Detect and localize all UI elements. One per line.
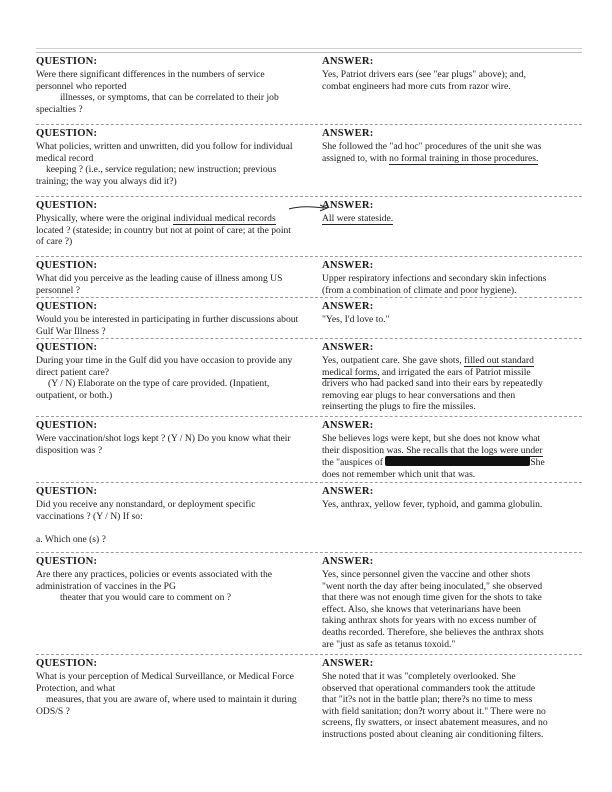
question-text <box>36 355 316 401</box>
question-cell <box>36 56 316 115</box>
question-line <box>36 213 316 225</box>
question-line: During your time in the Gulf did you have occasion to provide any <box>36 355 293 366</box>
answer-cell <box>322 128 584 164</box>
answer-cell <box>322 301 584 326</box>
answer-line: She followed the "ad hoc" procedures of the unit she was <box>322 141 542 152</box>
question-text <box>36 671 316 717</box>
question-line: measures, that you are aware of, where used to maintain it during <box>46 694 297 706</box>
qa-row-4 <box>36 256 582 295</box>
question-line: What did you perceive as the leading cause of illness among US <box>36 273 283 284</box>
answer-line: She noted that it was "completely overlooked. She <box>322 671 516 682</box>
question-heading: QUESTION: <box>36 342 98 353</box>
question-heading: QUESTION: <box>36 658 98 669</box>
answer-text <box>322 433 584 480</box>
underlined-phrase: She recalls that the logs were under <box>406 444 543 456</box>
question-line: What policies, written and unwritten, did you follow for individual <box>36 141 293 152</box>
redaction-bar <box>385 456 530 466</box>
answer-line: are "just as safe as tetanus toxoid." <box>322 638 456 650</box>
answer-fragment: and irrigated the ears of Patriot missile <box>381 366 531 378</box>
question-line: (Y / N) Elaborate on the type of care provided. (Inpatient, <box>48 378 270 390</box>
question-line: personnel ? <box>36 284 80 296</box>
question-text <box>36 569 316 604</box>
answer-text <box>322 273 584 296</box>
question-heading: QUESTION: <box>36 556 98 567</box>
qa-row-5 <box>36 297 582 336</box>
question-line: Protection, and what <box>36 682 116 694</box>
question-line: medical record <box>36 152 94 164</box>
answer-line <box>322 355 584 367</box>
question-cell <box>36 658 316 717</box>
question-heading: QUESTION: <box>36 486 98 497</box>
answer-line <box>322 153 584 165</box>
question-line: specialties ? <box>36 103 83 115</box>
question-line: a. Which one (s) ? <box>36 534 106 546</box>
answer-cell <box>322 342 584 413</box>
underlined-phrase: individual medical records <box>173 213 276 224</box>
answer-line: deaths recorded. Therefore, she believes the anthrax shots <box>322 626 544 638</box>
question-line: outpatient, or both.) <box>36 389 113 401</box>
question-heading: QUESTION: <box>36 200 98 211</box>
question-line: of care ?) <box>36 236 73 248</box>
answer-line: that there was not enough time given for the shots to take <box>322 592 542 604</box>
answer-text <box>322 355 584 413</box>
question-text <box>36 433 316 456</box>
answer-text <box>322 569 584 650</box>
answer-cell <box>322 56 584 92</box>
answer-line: that "it?s not in the battle plan; there?s no time to mess <box>322 694 533 706</box>
answer-text <box>322 69 584 92</box>
answer-line <box>322 445 584 457</box>
answer-heading: ANSWER: <box>322 420 374 431</box>
question-text <box>36 213 316 248</box>
answer-fragment: assigned to, with <box>322 152 387 164</box>
answer-line: Upper respiratory infections and secondary skin infections <box>322 273 547 284</box>
question-heading: QUESTION: <box>36 260 98 271</box>
answer-line: She believes logs were kept, but she does not know what <box>322 433 541 444</box>
answer-heading: ANSWER: <box>322 260 374 271</box>
answer-heading: ANSWER: <box>322 556 374 567</box>
question-line: Would you be interested in participating in further discussions about <box>36 314 299 325</box>
qa-row-2 <box>36 124 582 193</box>
answer-fragment: Yes, outpatient care. She gave shots, <box>322 355 462 366</box>
question-line: disposition was ? <box>36 444 103 456</box>
qa-row-3 <box>36 196 582 253</box>
answer-heading: ANSWER: <box>322 342 374 353</box>
question-cell <box>36 556 316 604</box>
answer-fragment: the "auspices of <box>322 457 383 469</box>
question-line: administration of vaccines in the PG <box>36 580 176 592</box>
answer-line: effect. Also, she knows that veterinarians have been <box>322 603 521 615</box>
question-text <box>36 314 316 337</box>
question-text <box>36 69 316 115</box>
question-cell <box>36 486 316 546</box>
question-line: What is your perception of Medical Surveillance, or Medical Force <box>36 671 294 682</box>
question-line: ODS/S ? <box>36 705 70 717</box>
qa-row-9 <box>36 552 582 649</box>
answer-line <box>322 213 584 225</box>
question-text <box>36 141 316 187</box>
question-text <box>36 273 316 296</box>
answer-line: observed that operational commanders took the attitude <box>322 682 536 694</box>
answer-line: does not remember which unit that was. <box>322 468 476 480</box>
underlined-phrase: medical forms, <box>322 366 380 378</box>
answer-line <box>322 456 584 469</box>
answer-line <box>322 367 584 379</box>
answer-text <box>322 499 584 511</box>
answer-heading: ANSWER: <box>322 56 374 67</box>
qa-row-10 <box>36 654 582 755</box>
answer-line: with field sanitation; don?t worry about it." There were no <box>322 705 546 717</box>
question-line: Did you receive any nonstandard, or deployment specific <box>36 499 256 510</box>
question-cell <box>36 260 316 296</box>
question-line: vaccinations ? (Y / N) If so: <box>36 510 143 522</box>
answer-line: reinserting the plugs to fire the missiles. <box>322 401 476 413</box>
question-line: illnesses, or symptoms, that can be correlated to their job <box>60 92 279 104</box>
answer-line: "Yes, I'd love to." <box>322 314 390 325</box>
answer-line: Yes, Patriot drivers ears (see "ear plugs" above); and, <box>322 69 527 80</box>
answer-line: Yes, since personnel given the vaccine and other shots <box>322 569 531 580</box>
answer-line: Yes, anthrax, yellow fever, typhoid, and gamma globulin. <box>322 499 543 510</box>
answer-heading: ANSWER: <box>322 486 374 497</box>
qa-row-1 <box>36 52 582 121</box>
question-cell <box>36 342 316 401</box>
top-rule <box>36 48 582 49</box>
answer-text <box>322 141 584 164</box>
question-text <box>36 499 316 546</box>
question-line: personnel who reported <box>36 80 127 92</box>
underlined-phrase: no formal training in those procedures. <box>389 152 539 164</box>
answer-cell <box>322 556 584 650</box>
question-cell <box>36 301 316 337</box>
answer-text <box>322 314 584 326</box>
question-heading: QUESTION: <box>36 56 98 67</box>
answer-line: "went north the day after being inoculated," she observed <box>322 580 543 592</box>
qa-row-6 <box>36 338 582 413</box>
answer-fragment: She <box>530 457 545 469</box>
question-line: training; the way you always did it?) <box>36 175 177 187</box>
question-line: Were there significant differences in the numbers of service <box>36 69 265 80</box>
answer-fragment: their disposition was. <box>322 444 404 456</box>
question-cell <box>36 200 316 248</box>
answer-cell <box>322 658 584 741</box>
underlined-phrase: filled out standard <box>464 355 534 366</box>
answer-heading: ANSWER: <box>322 200 374 211</box>
answer-line: removing ear plugs to hear conversations and then <box>322 389 516 401</box>
question-line: direct patient care? <box>36 366 109 378</box>
qa-row-8 <box>36 482 582 553</box>
question-cell <box>36 420 316 456</box>
underlined-phrase: All were stateside. <box>322 213 394 224</box>
question-heading: QUESTION: <box>36 420 98 431</box>
answer-heading: ANSWER: <box>322 301 374 312</box>
question-heading: QUESTION: <box>36 301 98 312</box>
answer-cell <box>322 260 584 296</box>
answer-line: combat engineers had more cuts from razor wire. <box>322 80 511 92</box>
answer-line: drivers who had packed sand into their ears by repeatedly <box>322 378 543 390</box>
answer-heading: ANSWER: <box>322 128 374 139</box>
answer-cell <box>322 486 584 511</box>
answer-cell <box>322 200 584 225</box>
answer-text <box>322 671 584 741</box>
answer-line: (from a combination of climate and poor hygiene). <box>322 284 517 296</box>
answer-cell <box>322 420 584 480</box>
question-line: keeping ? (i.e., service regulation; new instruction; previous <box>46 164 277 176</box>
answer-heading: ANSWER: <box>322 658 374 669</box>
question-line: Were vaccination/shot logs kept ? (Y / N) Do you know what their <box>36 433 291 444</box>
question-line: Gulf War Illness ? <box>36 325 106 337</box>
question-line: Are there any practices, policies or events associated with the <box>36 569 273 580</box>
answer-line: instructions posted about cleaning air conditioning filters. <box>322 728 544 740</box>
qa-row-7 <box>36 416 582 479</box>
question-cell <box>36 128 316 187</box>
answer-line: screens, fly swatters, or insect abatement measures, and no <box>322 717 548 729</box>
question-fragment: Physically, where were the original <box>36 213 171 224</box>
answer-line: taking anthrax shots for years with no excess number of <box>322 615 537 627</box>
question-heading: QUESTION: <box>36 128 98 139</box>
question-line: located ? (stateside; in country but not at point of care; at the point <box>36 224 291 236</box>
question-line: theater that you would care to comment on ? <box>60 592 232 604</box>
answer-text <box>322 213 584 225</box>
